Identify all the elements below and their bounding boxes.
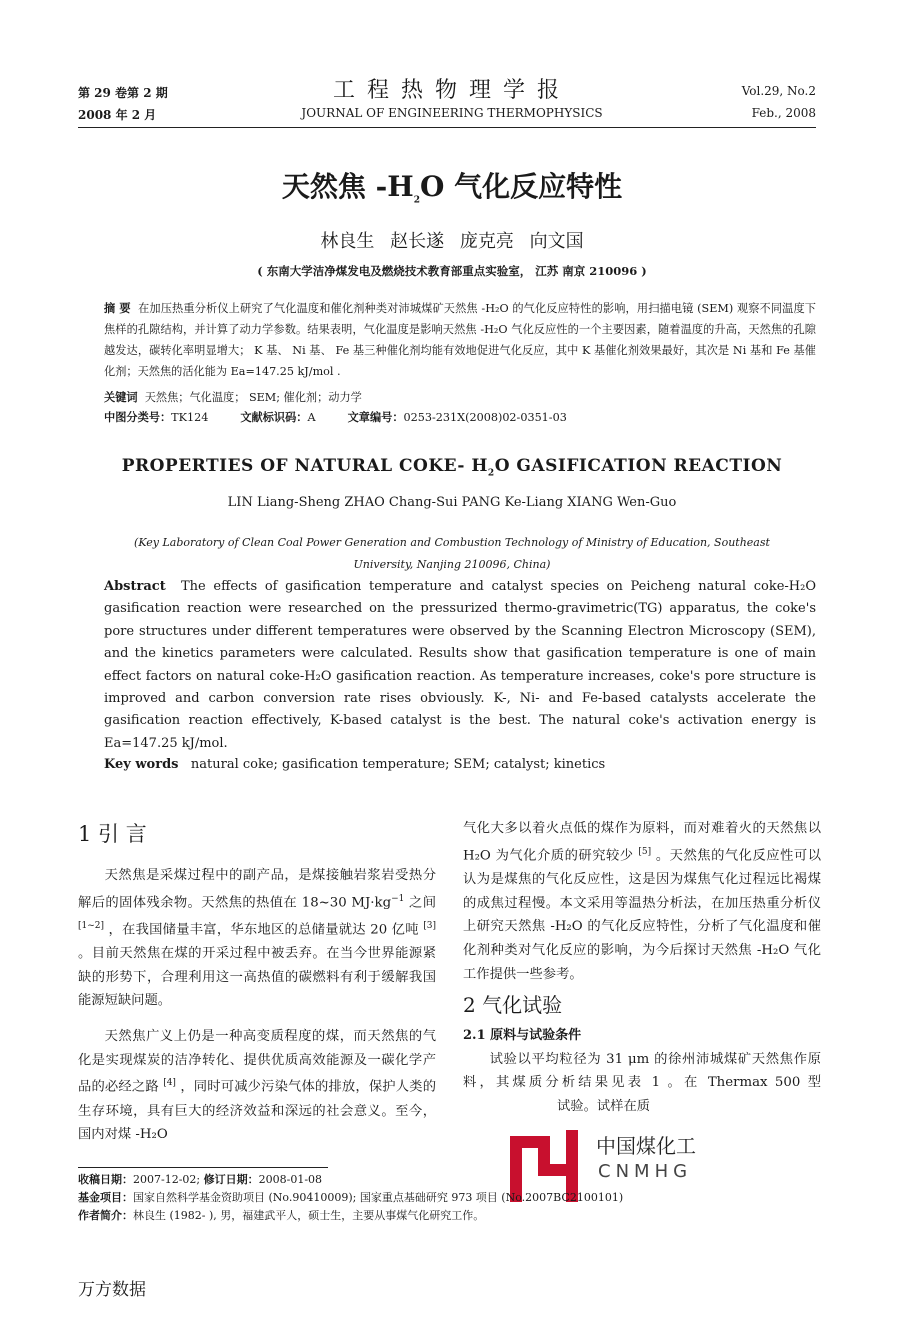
intro-paragraph-3: 气化大多以着火点低的煤作为原料，而对难着火的天然焦以 H₂O 为气化介质的研究较少 [5] 。天然焦的气化反应性可以认为是煤焦的气化反应性，这是因为煤焦气化过程远比褐煤的成焦过程慢。本文采用等温热分析法，在加压热重分析仪上研究天然焦 -H₂O 的气化反应特性，分析了气化温度和催化剂种类对气化反应的影响，为今后探讨天然焦 -H₂O 气化工作提供一些参考。 (463, 821, 821, 982)
section-2-paragraph: 试验以平均粒径为 31 μm 的徐州沛城煤矿天然焦作原料，其煤质分析结果见表 1 。在 Thermax 500 型试验。试样在质 (463, 1051, 821, 1115)
right-column (463, 817, 821, 1119)
left-column (78, 864, 436, 1147)
paper-title-en: PROPERTIES OF NATURAL COKE- $H_2O$ GASIFICATION REACTION (121, 456, 783, 479)
header-rule (78, 127, 816, 128)
abstract-cn-text: 在加压热重分析仪上研究了气化温度和催化剂种类对沛城煤矿天然焦 -H₂O 的气化反应特性的影响，用扫描电镜 (SEM) 观察不同温度下焦样的孔隙结构，并计算了动力学参数。结果表明，气化温度是影响天然焦 -H₂O 气化反应性的一个主要因素，随着温度的升高，天然焦的孔隙越发达，碳转化率明显增大； K 基、 Ni 基、 Fe 基三种催化剂均能有效地促进气化反应，其中 K 基催化剂效果最好，其次是 Ni 基和 Fe 基催化剂；天然焦的活化能为 Ea=147.25 kJ/mol . (104, 302, 816, 378)
affiliation-cn: ( 东南大学洁净煤发电及燃烧技术教育部重点实验室， 江苏 南京 210096 ) (257, 264, 647, 278)
abstract-en (104, 576, 816, 755)
watermark-subtext: CNMHG (598, 1161, 693, 1182)
section-2-1-heading: 2.1 原料与试验条件 (463, 1028, 582, 1044)
keywords-cn: 关键词 天然焦；气化温度； SEM; 催化剂；动力学 (104, 390, 362, 404)
footnote-rule (78, 1167, 328, 1168)
authors-en: LIN Liang-Sheng ZHAO Chang-Sui PANG Ke-Liang XIANG Wen-Guo (227, 495, 677, 510)
date-cn: 2008 年 2 月 (78, 108, 157, 122)
abstract-en-text: The effects of gasification temperature and catalyst species on Peicheng natural coke-H₂O gasification reaction were researched on the pressurized thermo-gravimetric(TG) apparatus, the coke's pore structures under different temperatures were observed by the Scanning Electron Microscopy (SEM), and the kinetics parameters were calculated. Results show that gasification temperature is one of main effect factors on natural coke-H₂O gasification reaction. As temperature increases, coke's pore structure is improved and carbon conversion rate rises obviously. K-, Ni- and Fe-based catalysts accelerate the gasification reaction effectively, K-based catalyst is the best. The natural coke's activation energy is Ea=147.25 kJ/mol. (104, 579, 816, 751)
paper-title-cn: 天然焦 $-H_2O$ 气化反应特性 (281, 170, 623, 206)
date-en: Feb., 2008 (751, 106, 816, 120)
journal-title-cn: 工程热物理学报 (332, 78, 571, 103)
volume-issue-en: Vol.29, No.2 (741, 84, 816, 98)
watermark-text: 中国煤化工 (596, 1130, 696, 1159)
footnote-fund: 基金项目：国家自然科学基金资助项目 (No.90410009); 国家重点基础研究 973 项目 (No.2007BC2100101) (78, 1191, 624, 1204)
affiliation-en: (Key Laboratory of Clean Coal Power Generation and Combustion Technology of Ministry of Education, Southeast University, Nanjing 210096, China) (134, 536, 770, 571)
volume-issue-cn: 第 29 卷第 2 期 (78, 86, 168, 100)
footnote-dates: 收稿日期：2007-12-02; 修订日期：2008-01-08 (78, 1173, 323, 1186)
abstract-cn-label: 摘 要 (104, 301, 131, 315)
journal-title-en: JOURNAL OF ENGINEERING THERMOPHYSICS (301, 106, 603, 120)
section-2-heading: 2 气化试验 (463, 993, 563, 1018)
footnote-author: 作者简介：林良生 (1982- ), 男，福建武平人，硕士生，主要从事煤气化研究工作。 (78, 1209, 485, 1222)
keywords-en: Key words natural coke; gasification temperature; SEM; catalyst; kinetics (104, 757, 606, 772)
authors-cn: 林良生 赵长遂 庞克亮 向文国 (320, 231, 584, 252)
section-1-heading: 1 引 言 (78, 822, 147, 846)
intro-paragraph-1: 天然焦是采煤过程中的副产品，是煤接触岩浆岩受热分解后的固体残余物。天然焦的热值在 18~30 $MJ\cdot kg^{-1}$ 之间 [1~2] ，在我国储量丰富，华东地区的总储量就达 20 亿吨 [3] 。目前天然焦在煤的开采过程中被丢弃。在当今世界能源紧缺的形势下，合理利用这一高热值的碳燃料有利于缓解我国能源短缺问题。 (78, 868, 436, 1009)
intro-paragraph-2: 天然焦广义上仍是一种高变质程度的煤，而天然焦的气化是实现煤炭的洁净转化、提供优质高效能源及一碳化学产品的必经之路 [4] ，同时可减少污染气体的排放，保护人类的生存环境，具有巨大的经济效益和深远的社会意义。至今，国内对煤 -H₂O (78, 1029, 436, 1143)
abstract-en-label: Abstract (104, 579, 166, 594)
wanfang-mark: 万方数据 (78, 1280, 146, 1300)
abstract-cn (104, 298, 816, 382)
classification-line: 中图分类号：TK124 文献标识码：A 文章编号：0253-231X(2008)02-0351-03 (104, 410, 567, 424)
